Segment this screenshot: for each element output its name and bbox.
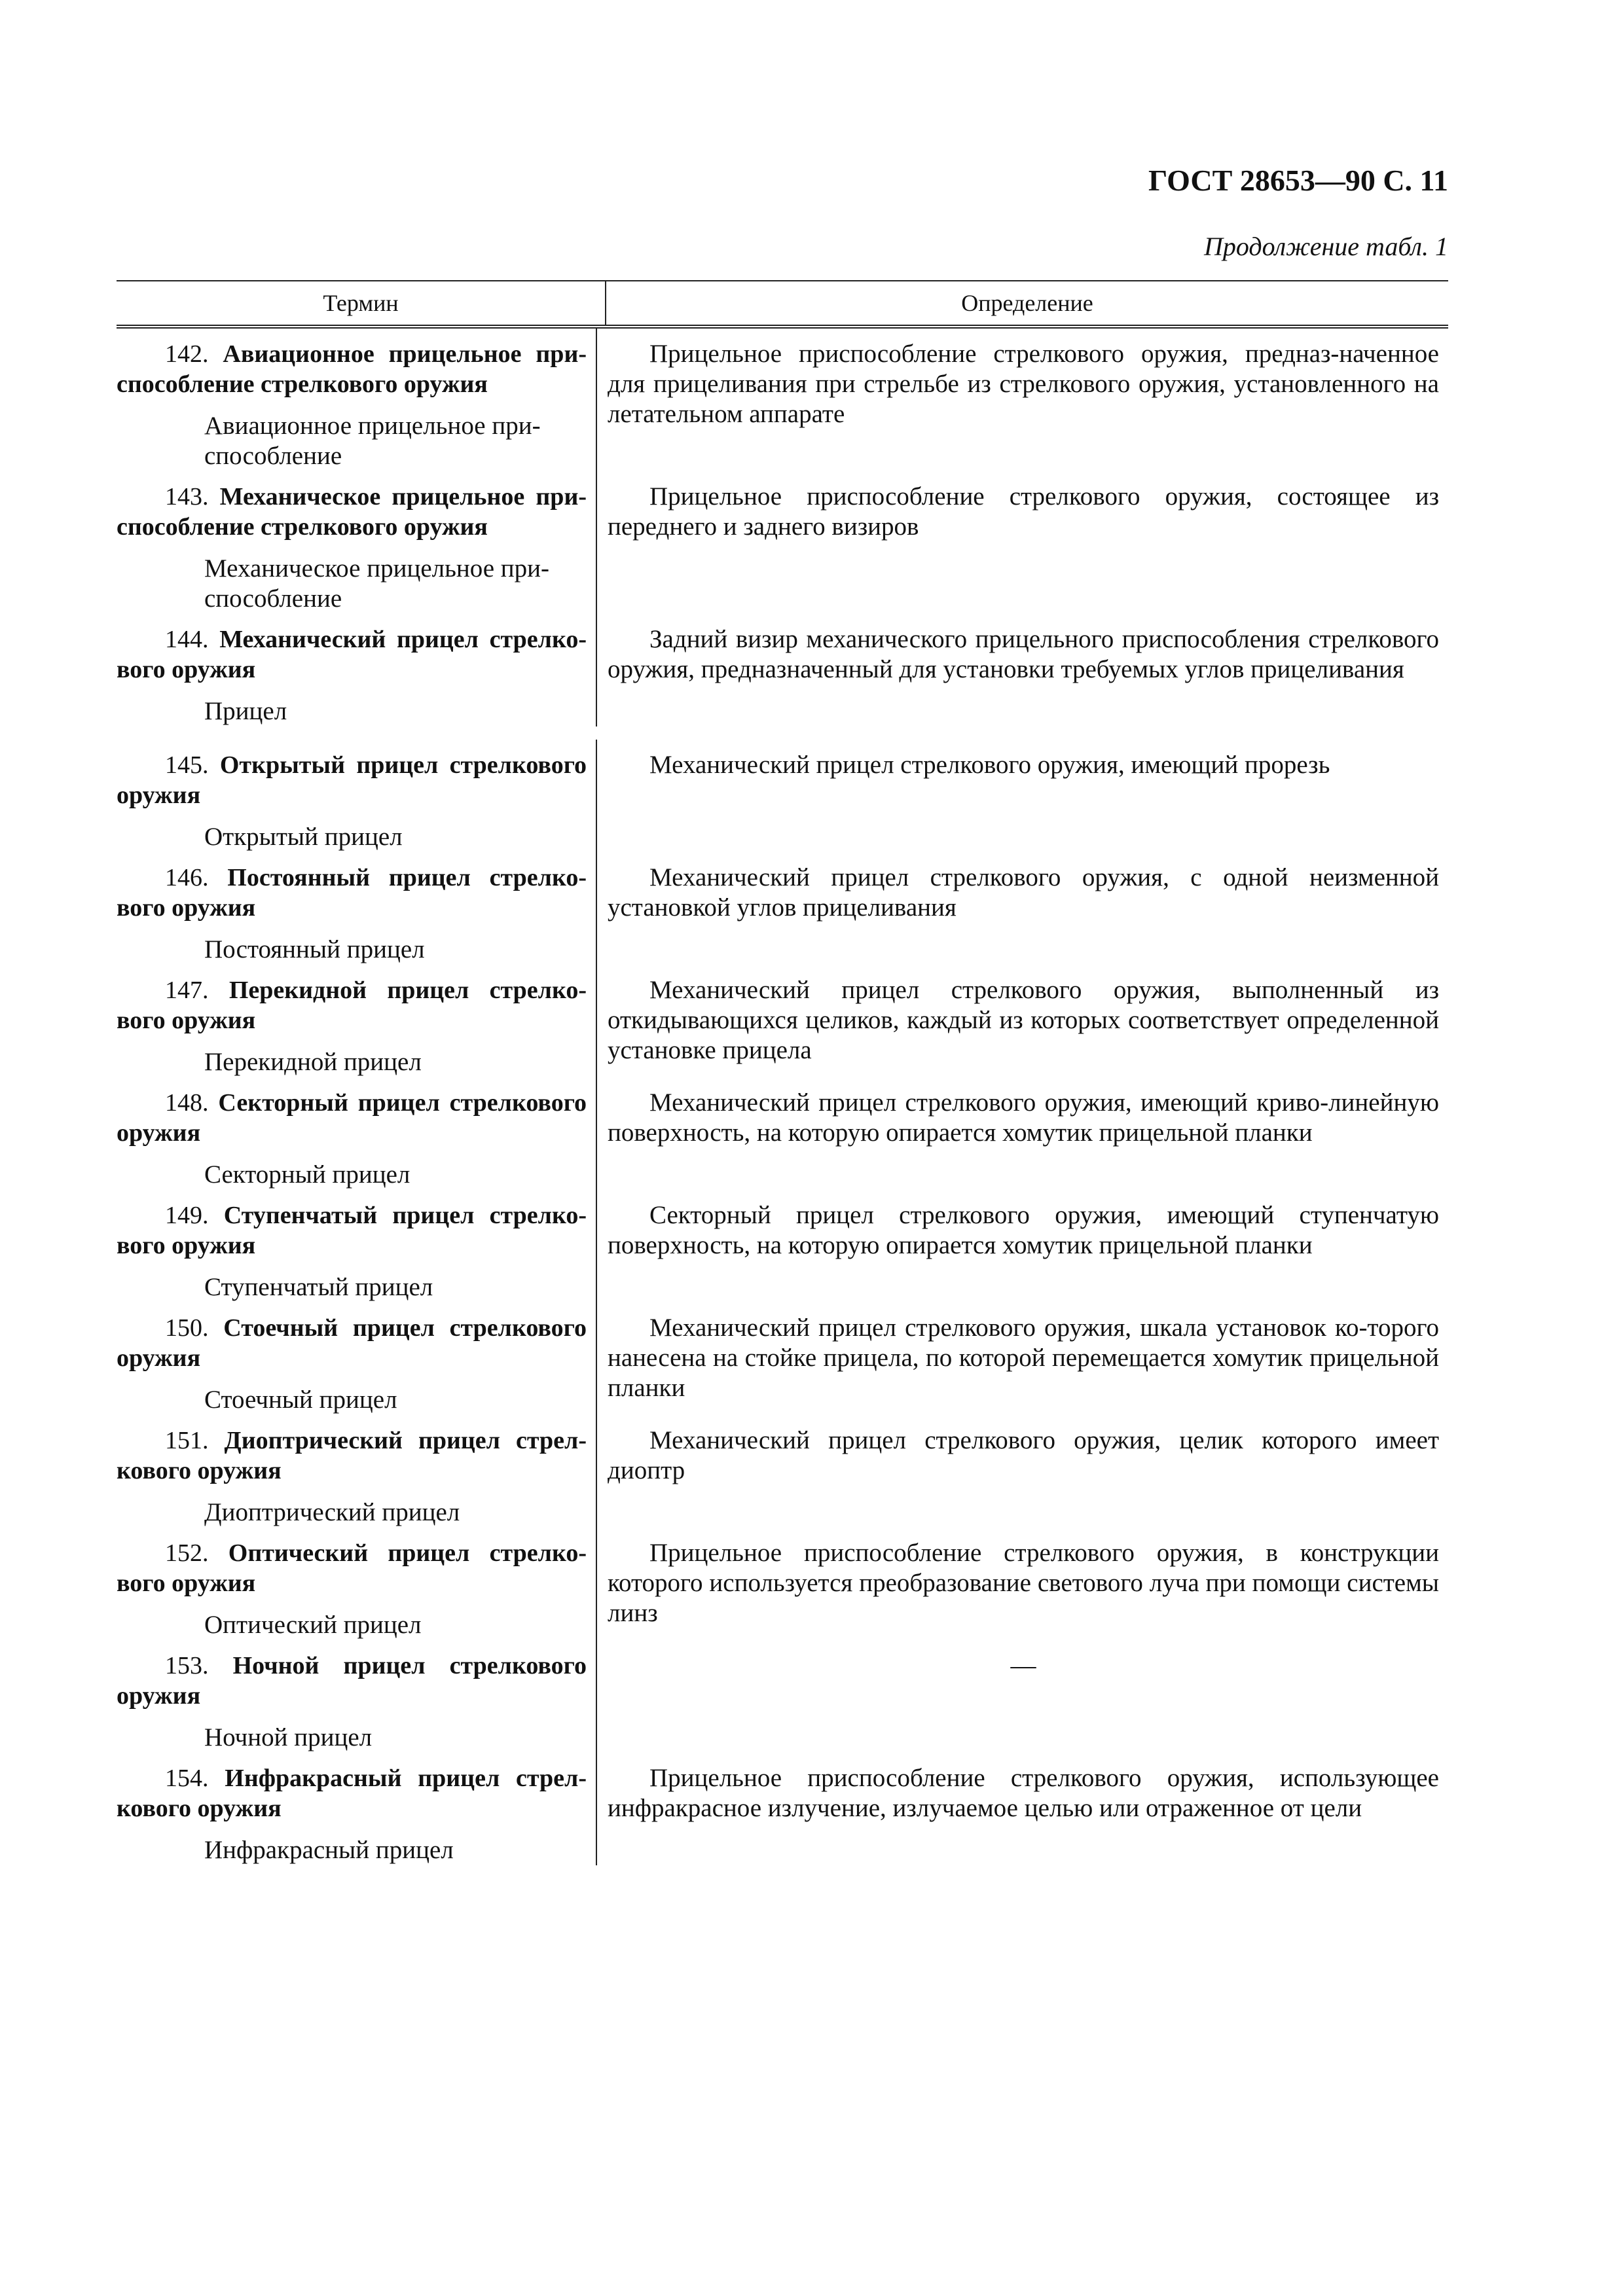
term-name: Перекидной прицел стрелко-вого оружия [117,977,587,1034]
table-row [117,740,1448,852]
table-row [117,329,1448,471]
term-short-form: Механическое прицельное при-способление [204,554,550,613]
definition-text: Прицельное приспособление стрелкового оружия, состоящее из переднего и заднего визиров [608,482,1439,541]
term-cell [117,329,597,471]
term-name: Ступенчатый прицел стрелко-вого оружия [117,1202,587,1259]
term-name: Открытый прицел стрелкового оружия [117,751,587,809]
term-cell [117,965,597,1077]
term-number: 149. [165,1202,209,1229]
definition-text: Задний визир механического прицельного приспособления стрелкового оружия, предназначенный для установки требуемых углов прицеливания [608,625,1439,683]
header-definition: Определение [961,290,1093,316]
definition-text: Механический прицел стрелкового оружия, с одной неизменной установкой углов прицеливания [608,863,1439,922]
term-title [117,750,587,810]
table-row [117,1753,1448,1865]
table-row [117,1190,1448,1302]
term-title [117,1088,587,1148]
term-cell [117,471,597,614]
term-cell [117,1302,597,1415]
term-short-form: Открытый прицел [204,823,403,851]
term-cell [117,1528,597,1640]
definition-text: Прицельное приспособление стрелкового оружия, в конструкции которого используется преобразование светового луча при помощи системы линз [608,1539,1439,1627]
term-title [117,339,587,399]
definition-cell [597,965,1439,1077]
term-short-form: Оптический прицел [204,1611,422,1639]
definition-text: Механический прицел стрелкового оружия, имеющий криво-линейную поверхность, на которую опирается хомутик прицельной планки [608,1088,1439,1147]
term-name: Оптический прицел стрелко-вого оружия [117,1539,587,1597]
term-cell [117,852,597,965]
term-number: 147. [165,977,209,1004]
term-title [117,1763,587,1823]
table-header-row [117,281,1448,325]
table-row [117,1640,1448,1753]
definition-text: Секторный прицел стрелкового оружия, имеющий ступенчатую поверхность, на которую опирается хомутик прицельной планки [608,1201,1439,1259]
definition-cell [597,1528,1439,1640]
table-row [117,471,1448,614]
table-row [117,614,1448,726]
term-name: Постоянный прицел стрелко-вого оружия [117,864,587,922]
term-short-form: Секторный прицел [204,1160,410,1189]
table-row [117,1528,1448,1640]
definition-text: Механический прицел стрелкового оружия, целик которого имеет диоптр [608,1426,1439,1484]
definition-text: Прицельное приспособление стрелкового оружия, использующее инфракрасное излучение, излучаемое целью или отраженное от цели [608,1764,1439,1822]
term-title [117,1313,587,1373]
term-cell [117,1415,597,1528]
table-row [117,1302,1448,1415]
term-short-form: Перекидной прицел [204,1048,422,1076]
document-reference: ГОСТ 28653—90 С. 11 [1148,164,1448,197]
term-short-form: Постоянный прицел [204,935,425,963]
term-number: 150. [165,1314,209,1342]
term-number: 145. [165,751,209,779]
term-name: Ночной прицел стрелкового оружия [117,1652,587,1710]
term-number: 152. [165,1539,209,1567]
table-row [117,1077,1448,1190]
definition-cell [597,1640,1439,1753]
term-cell [117,1190,597,1302]
table-row [117,1415,1448,1528]
definition-cell [597,1077,1439,1190]
definition-cell [597,1415,1439,1528]
term-name: Диоптрический прицел стрел-кового оружия [117,1427,587,1484]
terms-table [117,280,1448,1865]
definition-cell [597,1302,1439,1415]
definition-cell [597,471,1439,614]
definition-cell [597,852,1439,965]
term-number: 146. [165,864,209,891]
term-short-form: Ночной прицел [204,1723,373,1751]
term-name: Механическое прицельное при-способление стрелкового оружия [117,483,587,541]
term-number: 153. [165,1652,209,1679]
term-cell [117,1753,597,1865]
term-cell [117,614,597,726]
term-title [117,1651,587,1711]
definition-text: Механический прицел стрелкового оружия, шкала установок ко-торого нанесена на стойке прицела, по которой перемещается хомутик прицельной планки [608,1314,1439,1402]
term-title [117,863,587,923]
definition-cell [597,1190,1439,1302]
term-title [117,1200,587,1261]
definition-cell [597,740,1439,852]
table-continuation-note: Продолжение табл. 1 [1203,232,1448,261]
term-title [117,1426,587,1486]
header-term: Термин [117,281,606,325]
term-cell [117,1640,597,1753]
term-title [117,1538,587,1598]
term-number: 144. [165,626,209,653]
term-number: 148. [165,1089,209,1117]
term-title [117,482,587,542]
term-title [117,975,587,1035]
term-name: Авиационное прицельное при-способление стрелкового оружия [117,340,587,398]
term-cell [117,1077,597,1190]
term-name: Инфракрасный прицел стрел-кового оружия [117,1765,587,1822]
term-title [117,624,587,685]
term-short-form: Диоптрический прицел [204,1498,460,1526]
term-short-form: Стоечный прицел [204,1386,397,1414]
term-short-form: Авиационное прицельное при-способление [204,412,541,470]
definition-text: — [1010,1651,1036,1679]
definition-cell [597,614,1439,726]
definition-cell [597,329,1439,471]
definition-text: Прицельное приспособление стрелкового оружия, предназ-наченное для прицеливания при стрельбе из стрелкового оружия, установленного на летательном аппарате [608,340,1439,428]
table-row [117,852,1448,965]
term-name: Механический прицел стрелко-вого оружия [117,626,587,683]
table-body [117,329,1448,1865]
term-short-form: Прицел [204,697,287,725]
term-number: 142. [165,340,209,368]
term-short-form: Инфракрасный прицел [204,1836,454,1864]
term-number: 143. [165,483,209,511]
term-name: Стоечный прицел стрелкового оружия [117,1314,587,1372]
definition-text: Механический прицел стрелкового оружия, имеющий прорезь [649,751,1330,779]
table-row [117,965,1448,1077]
term-cell [117,740,597,852]
definition-text: Механический прицел стрелкового оружия, выполненный из откидывающихся целиков, каждый из которых соответствует определенной установке прицела [608,976,1439,1064]
term-number: 151. [165,1427,209,1454]
term-short-form: Ступенчатый прицел [204,1273,433,1301]
term-name: Секторный прицел стрелкового оружия [117,1089,587,1147]
definition-cell [597,1753,1439,1865]
term-number: 154. [165,1765,209,1792]
